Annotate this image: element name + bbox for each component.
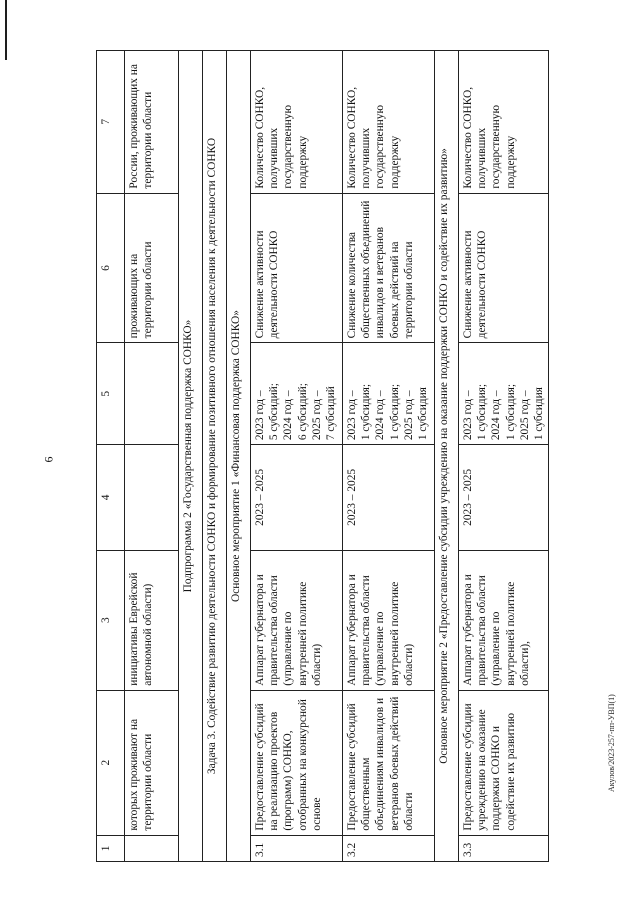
header-cell: 4 [97, 445, 125, 550]
document-code: Акулов/2023-257-пп-УВП(1) [607, 694, 616, 792]
period: 2023 – 2025 [459, 445, 549, 550]
measure-name: Предоставление субсидии учреждению на оказание поддержки СОНКО и содействие их развитию [459, 690, 549, 835]
table-cell: инициативы Еврейской автономной области) [125, 550, 179, 690]
executor: Аппарат губернатора и правительства области (управление по внутренней политике области) [343, 550, 435, 690]
header-cell: 2 [97, 690, 125, 835]
table-row [343, 51, 435, 862]
row-number: 3.3 [459, 835, 549, 861]
scan-edge-mark [5, 0, 7, 60]
table-cell [125, 343, 179, 445]
header-cell: 6 [97, 193, 125, 343]
rotated-table-container [96, 50, 546, 862]
indicator: Количество СОНКО, получивших государственную поддержку [459, 51, 549, 194]
header-cell: 7 [97, 51, 125, 194]
header-cell: 1 [97, 835, 125, 861]
event2-title: Основное мероприятие 2 «Предоставление субсидии учреждению на оказание поддержки СОНКО и содействие их развитию» [435, 51, 459, 862]
subprogram-title: Подпрограмма 2 «Государственная поддержка СОНКО» [179, 51, 203, 862]
risk: Снижение активности деятельности СОНКО [459, 193, 549, 343]
expected-result: 2023 год – 1 субсидия; 2024 год – 1 субсидия; 2025 год – 1 субсидия [459, 343, 549, 445]
measure-name: Предоставление субсидий на реализацию проектов (программ) СОНКО, отобранных на конкурсной основе [251, 690, 343, 835]
table-row [251, 51, 343, 862]
header-row [97, 51, 125, 862]
risk: Снижение количества общественных объединений инвалидов и ветеранов боевых действий на территории области [343, 193, 435, 343]
expected-result: 2023 год – 1 субсидия; 2024 год – 1 субсидия; 2025 год – 1 субсидия [343, 343, 435, 445]
table-cell: которых проживают на территории области [125, 690, 179, 835]
subprogram-row [179, 51, 203, 862]
table-cell [125, 445, 179, 550]
table-cell: России, проживающих на территории области [125, 51, 179, 194]
expected-result: 2023 год – 5 субсидий; 2024 год – 6 субсидий; 2025 год – 7 субсидий [251, 343, 343, 445]
indicator: Количество СОНКО, получивших государственную поддержку [251, 51, 343, 194]
indicator: Количество СОНКО, получивших государственную поддержку [343, 51, 435, 194]
page-number: 6 [41, 456, 56, 463]
continuation-row [125, 51, 179, 862]
measure-name: Предоставление субсидий общественным объединениям инвалидов и ветеранов боевых действий области [343, 690, 435, 835]
period: 2023 – 2025 [251, 445, 343, 550]
table-cell [125, 835, 179, 861]
header-cell: 3 [97, 550, 125, 690]
event1-row [227, 51, 251, 862]
row-number: 3.1 [251, 835, 343, 861]
table-row [459, 51, 549, 862]
event1-title: Основное мероприятие 1 «Финансовая поддержка СОНКО» [227, 51, 251, 862]
period: 2023 – 2025 [343, 445, 435, 550]
executor: Аппарат губернатора и правительства области (управление по внутренней политике области), [459, 550, 549, 690]
program-table [96, 50, 549, 862]
table-cell: проживающих на территории области [125, 193, 179, 343]
task-title: Задача 3. Содействие развитию деятельности СОНКО и формирование позитивного отношения населения к деятельности СОНКО [203, 51, 227, 862]
task-row [203, 51, 227, 862]
executor: Аппарат губернатора и правительства области (управление по внутренней политике области) [251, 550, 343, 690]
event2-row [435, 51, 459, 862]
row-number: 3.2 [343, 835, 435, 861]
header-cell: 5 [97, 343, 125, 445]
risk: Снижение активности деятельности СОНКО [251, 193, 343, 343]
